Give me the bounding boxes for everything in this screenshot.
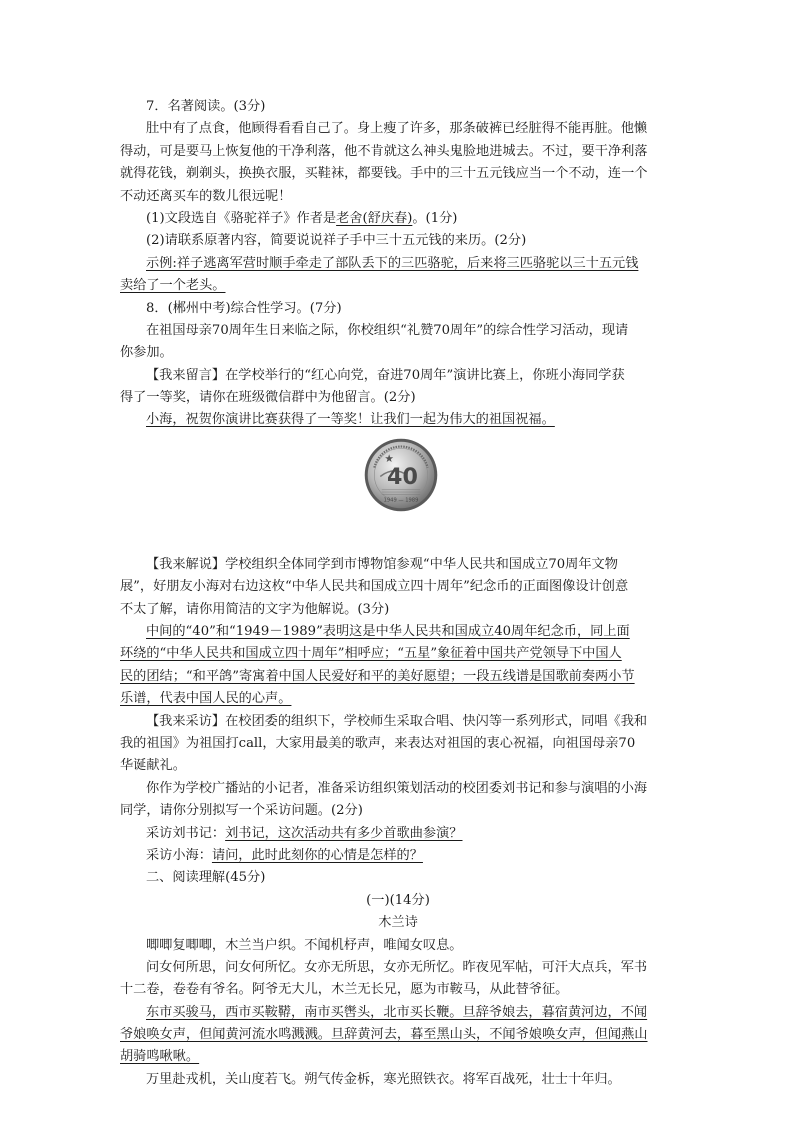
- section2-part: (一)(14分): [366, 892, 430, 908]
- q8-intro-line: 在祖国母亲70周年生日来临之际，你校组织“礼赞70周年”的综合性学习活动，现请: [146, 322, 629, 338]
- q8-jieshuo-answer-line: [120, 621, 676, 643]
- q7-sub2-answer-text: 卖给了一个老头。: [120, 278, 226, 294]
- q8-jieshuo-answer-line: [120, 666, 676, 688]
- coin-years: 1949 — 1989: [383, 497, 419, 504]
- q8-interview-xiaohai-answer: 请问，此时此刻你的心情是怎样的？: [211, 847, 423, 863]
- q8-jieshuo-answer-text: 中间的“40”和“1949－1989”表明这是中华人民共和国成立40周年纪念币，同上面: [146, 624, 630, 640]
- q8-jieshuo-answer-text: 环绕的“中华人民共和国成立四十周年”相呼应；“五星”象征着中国共产党领导下中国人: [120, 646, 622, 662]
- poem-line: 唧唧复唧唧，木兰当户织。不闻机杼声，唯闻女叹息。: [146, 937, 463, 953]
- q8-intro-line: 你参加。: [120, 345, 173, 361]
- q8-caifang-task-line: 同学，请你分别拟写一个采访问题。(2分): [120, 803, 363, 819]
- q7-sub2-answer-line: [120, 253, 676, 275]
- q7-sub1-prefix: (1)文段选自《骆驼祥子》作者是: [146, 210, 337, 226]
- section2-title: 二、阅读理解(45分): [146, 870, 266, 886]
- q8-jieshuo-line: 展”，好朋友小海对右边这枚“中华人民共和国成立四十周年”纪念币的正面图像设计创意: [120, 579, 629, 595]
- q8-interview-xiaohai: [120, 845, 676, 867]
- q8-interview-liu: [120, 823, 676, 845]
- q7-passage-line: 不动还离买车的数儿很远呢！: [120, 188, 292, 204]
- q8-jieshuo-line: 【我来解说】学校组织全体同学到市博物馆参观“中华人民共和国成立70周年文物: [146, 556, 618, 572]
- poem-underlined-text: 东市买骏马，西市买鞍鞯，南市买辔头，北市买长鞭。旦辞爷娘去，暮宿黄河边，不闻: [146, 1004, 648, 1020]
- q8-liuyan-answer-line: [120, 409, 676, 431]
- q7-title: 7．名著阅读。(3分): [146, 99, 266, 114]
- q7-sub2: (2)请联系原著内容，简要说说祥子手中三十五元钱的来历。(2分): [146, 233, 527, 249]
- q7-passage-line: 得动，可是要马上恢复他的干净利落，他不肯就这么神头鬼脸地进城去。不过，要干净利落: [120, 143, 648, 159]
- q7-sub2-answer-line: [120, 275, 676, 297]
- poem-underlined-text: 胡骑鸣啾啾。: [120, 1049, 200, 1065]
- q8-jieshuo-answer-text: 乐谱，代表中国人民的心声。: [120, 691, 292, 707]
- q8-caifang-line: 华诞献礼。: [120, 758, 186, 774]
- q7-sub1: [120, 208, 676, 230]
- q8-interview-liu-answer: 刘书记，这次活动共有多少首歌曲参演？: [225, 825, 463, 841]
- q8-liuyan-answer: 小海，祝贺你演讲比赛获得了一等奖！让我们一起为伟大的祖国祝福。: [146, 412, 555, 428]
- q8-jieshuo-line: 不太了解，请你用简洁的文字为他解说。(3分): [120, 601, 390, 617]
- q8-jieshuo-answer-line: [120, 643, 676, 665]
- coin-number: 40: [387, 463, 418, 490]
- q7-sub1-suffix: 。(1分): [412, 210, 458, 226]
- poem-line: 问女何所思，问女何所忆。女亦无所思，女亦无所忆。昨夜见军帖，可汗大点兵，军书: [146, 959, 648, 975]
- q8-jieshuo-answer-text: 民的团结；“和平鸽”寄寓着中国人民爱好和平的美好愿望；一段五线谱是国歌前奏两小节: [120, 668, 635, 684]
- poem-title: 木兰诗: [378, 915, 418, 931]
- q7-sub1-answer: 老舍(舒庆春): [336, 210, 413, 226]
- q8-caifang-line: 我的祖国》为祖国打call，大家用最美的歌声，来表达对祖国的衷心祝福，向祖国母亲70: [120, 735, 636, 751]
- q8-interview-liu-prefix: 采访刘书记：: [146, 825, 226, 841]
- q8-jieshuo-answer-line: [120, 688, 676, 710]
- q7-sub2-answer-text: 示例:祥子逃离军营时顺手牵走了部队丢下的三匹骆驼，后来将三匹骆驼以三十五元钱: [146, 255, 639, 271]
- coin-figure: [120, 438, 676, 542]
- q7-passage-line: 就得花钱，剃剃头，换换衣服，买鞋袜，都要钱。手中的三十五元钱应当一个不动，连一个: [120, 166, 648, 182]
- exam-page: [120, 96, 676, 1091]
- commemorative-coin-image: [364, 438, 438, 512]
- poem-underlined-line: [120, 1024, 676, 1046]
- q8-liuyan-line: 得了一等奖，请你在班级微信群中为他留言。(2分): [120, 390, 416, 406]
- q8-caifang-line: 【我来采访】在校团委的组织下，学校师生采取合唱、快闪等一系列形式，同唱《我和: [146, 713, 648, 729]
- poem-underlined-line: [120, 1046, 676, 1068]
- q8-liuyan-line: 【我来留言】在学校举行的“红心向党，奋进70周年”演讲比赛上，你班小海同学获: [146, 367, 625, 383]
- poem-line: 万里赴戎机，关山度若飞。朔气传金柝，寒光照铁衣。将军百战死，壮士十年归。: [146, 1071, 621, 1087]
- poem-underlined-text: 爷娘唤女声，但闻黄河流水鸣溅溅。旦辞黄河去，暮至黑山头，不闻爷娘唤女声，但闻燕山: [120, 1027, 648, 1043]
- q8-title: 8．(郴州中考)综合性学习。(7分): [146, 300, 342, 316]
- q8-caifang-task-line: 你作为学校广播站的小记者，准备采访组织策划活动的校团委刘书记和参与演唱的小海: [146, 780, 648, 796]
- q8-interview-xiaohai-prefix: 采访小海：: [146, 847, 212, 863]
- poem-line: 十二卷，卷卷有爷名。阿爷无大儿，木兰无长兄，愿为市鞍马，从此替爷征。: [120, 982, 569, 998]
- q7-passage-line: 肚中有了点食，他顾得看看自己了。身上瘦了许多，那条破裤已经脏得不能再脏。他懒: [146, 121, 648, 137]
- poem-underlined-line: [120, 1002, 676, 1024]
